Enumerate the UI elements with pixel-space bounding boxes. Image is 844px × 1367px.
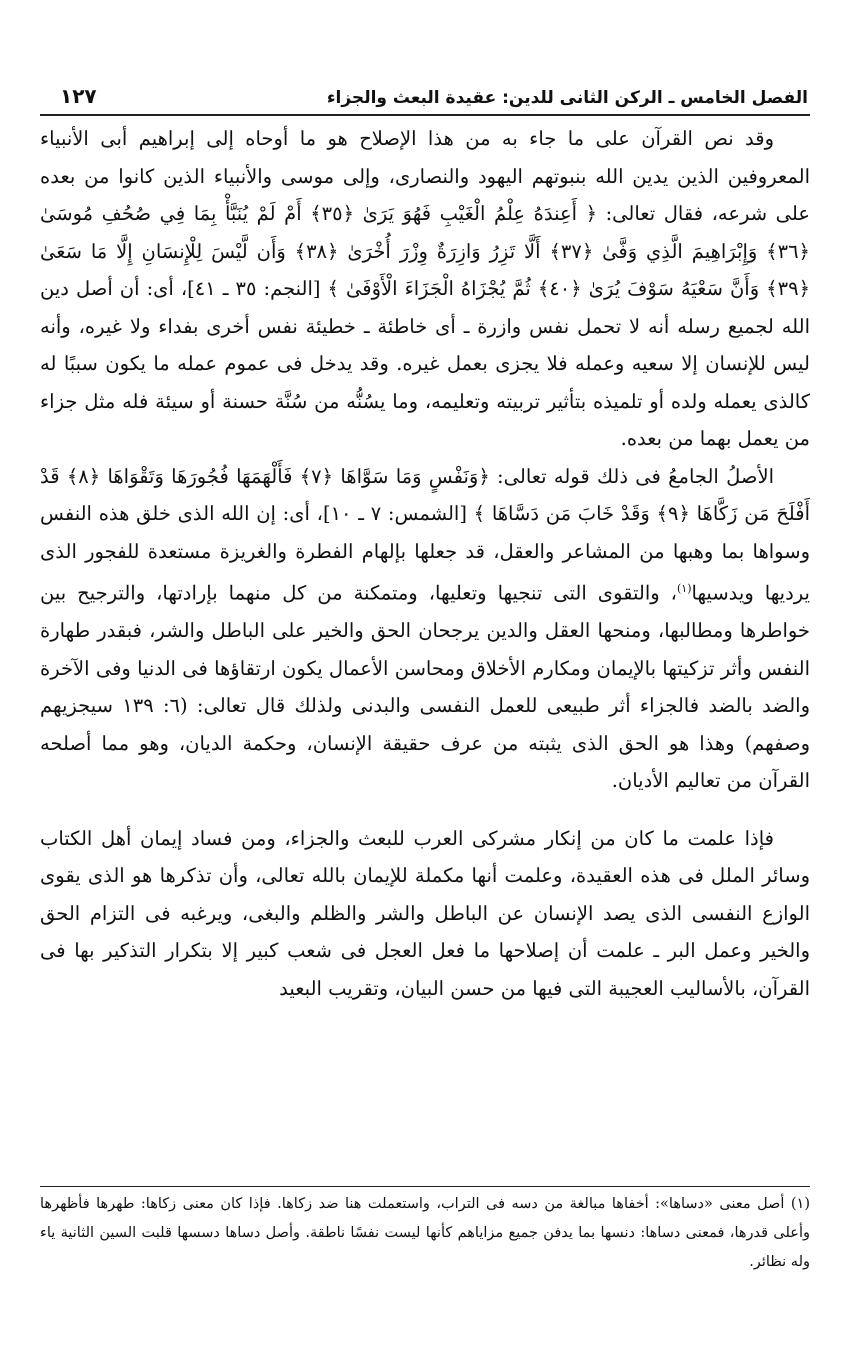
paragraph-2-text: الأصلُ الجامعُ فى ذلك قوله تعالى: ﴿وَنَفْسٍ وَمَا سَوَّاهَا ﴿٧﴾ فَأَلْهَمَهَا فُجُورَهَا وَتَقْوَاهَا ﴿٨﴾ قَدْ أَفْلَحَ مَن زَكَّاهَا ﴿٩﴾ وَقَدْ خَابَ مَن دَسَّاهَا ﴾ [الشمس: ٧ ـ ١٠]، أى: إن الله الذى خلق هذه النفس وسواها بما وهبها من المشاعر والعقل، قد جعلها بإلهام الفطرة والغريزة مستعدة للفجور الذى يرديها ويدسيها bbox=[40, 464, 810, 605]
running-header bbox=[40, 70, 810, 108]
body-text bbox=[40, 120, 810, 1007]
paragraph-2-text-after: ، والتقوى التى تنجيها وتعليها، ومتمكنة من كل منهما بإرادتها، والترجيح بين خواطرها ومطالبها، ومنحها العقل والدين يرجحان الحق والخير على الباطل والشر، فبقدر طهارة النفس وأثر تزكيتها بالإيمان ومكارم الأخلاق ومحاسن الأعمال يكون ارتقاؤها فى الدنيا وفى الآخرة والضد بالضد فالجزاء أثر طبيعى للعمل النفسى والبدنى ولذلك قال تعالى: (٦: ١٣٩ سيجزيهم وصفهم) وهذا هو الحق الذى يثبته من عرف حقيقة الإنسان، وحكمة الديان، وهو مما أصلحه القرآن من تعاليم الأديان. bbox=[40, 581, 810, 792]
header-rule bbox=[40, 114, 810, 116]
footnote-ref: (١) bbox=[676, 582, 692, 595]
footnote-rule bbox=[40, 1186, 810, 1187]
footnotes bbox=[40, 1190, 810, 1277]
book-page bbox=[40, 70, 810, 1270]
paragraph-3: فإذا علمت ما كان من إنكار مشركى العرب للبعث والجزاء، ومن فساد إيمان أهل الكتاب وسائر الملل فى هذه العقيدة، وعلمت أنها مكملة للإيمان بالله تعالى، وأن تذكرها هو الذى يقوى الوازع النفسى الذى يصد الإنسان عن الباطل والشر والظلم والبغى، ويرغبه فى التزام الحق والخير وعمل البر ـ علمت أن إصلاحها ما فعل العجل فى شعب كبير إلا بتكرار التذكير بها فى القرآن، بالأساليب العجيبة التى فيها من حسن البيان، وتقريب البعيد bbox=[40, 826, 810, 1000]
paragraph-1: وقد نص القرآن على ما جاء به من هذا الإصلاح هو ما أوحاه إلى إبراهيم أبى الأنبياء المعروفين الذين يدين الله بنبوتهم اليهود والنصارى، وإلى موسى والأنبياء الذين كانوا من بعده على شرعه، فقال تعالى: ﴿ أَعِندَهُ عِلْمُ الْغَيْبِ فَهُوَ يَرَىٰ ﴿٣٥﴾ أَمْ لَمْ يُنَبَّأْ بِمَا فِي صُحُفِ مُوسَىٰ ﴿٣٦﴾ وَإِبْرَاهِيمَ الَّذِي وَفَّىٰ ﴿٣٧﴾ أَلَّا تَزِرُ وَازِرَةٌ وِزْرَ أُخْرَىٰ ﴿٣٨﴾ وَأَن لَّيْسَ لِلْإِنسَانِ إِلَّا مَا سَعَىٰ ﴿٣٩﴾ وَأَنَّ سَعْيَهُ سَوْفَ يُرَىٰ ﴿٤٠﴾ ثُمَّ يُجْزَاهُ الْجَزَاءَ الْأَوْفَىٰ ﴾ [النجم: ٣٥ ـ ٤١]، أى: أن أصل دين الله لجميع رسله أنه لا تحمل نفس وازرة ـ أى خاطئة ـ خطيئة نفس أخرى بفداء ولا غيره، وأنه ليس للإنسان إلا سعيه وعمله فلا يجزى بعمل غيره. وقد يدخل فى عموم عمله ما يكون سببًا له كالذى يعمله ولده أو تلميذه بتأثير تربيته وتعليمه، وما يسُنُّه من سُنَّة حسنة أو سيئة فله مثل جزاء من يعمل بهما من بعده. bbox=[40, 127, 810, 450]
chapter-title: الفصل الخامس ـ الركن الثانى للدين: عقيدة البعث والجزاء bbox=[326, 88, 808, 108]
footnote-1: (١) أصل معنى «دساها»: أخفاها مبالغة من دسه فى التراب، واستعملت هنا ضد زكاها. فإذا كان معنى زكاها: طهرها فأظهرها وأعلى قدرها، فمعنى دساها: دنسها بما يدفن جميع مزاياهم كأنها ليست نفسًا ناطقة. وأصل دساها دسسها قلبت السين الثانية ياء وله نظائر. bbox=[40, 1196, 810, 1270]
paragraph-2 bbox=[40, 458, 810, 800]
page-number: ١٢٧ bbox=[60, 84, 97, 108]
